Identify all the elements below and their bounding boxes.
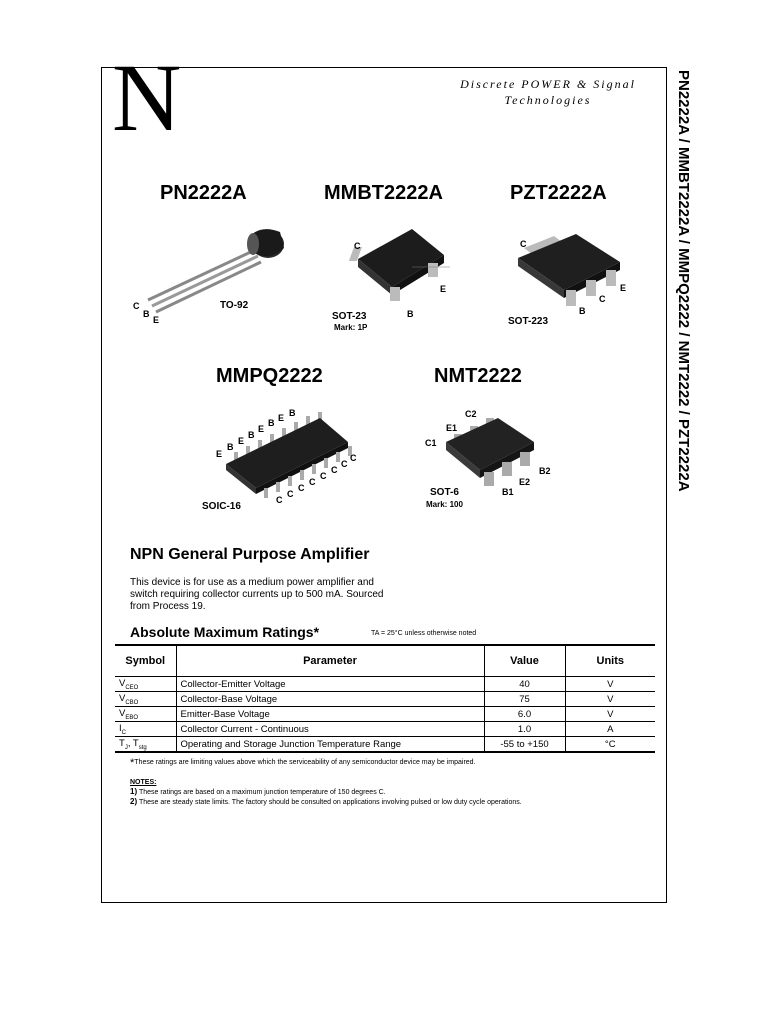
nmt2222-pin-b2: B2 [539, 466, 551, 476]
parameter-cell: Collector-Base Voltage [176, 692, 484, 707]
units-cell: °C [565, 737, 655, 753]
pzt2222a-package: SOT-223 [508, 316, 549, 327]
tagline-line-2: Technologies [504, 93, 592, 107]
nmt2222-pin-c2: C2 [465, 409, 477, 419]
nmt2222-pin-e1: E1 [446, 423, 458, 433]
pzt2222a-pin-c: C [599, 294, 606, 304]
nmt2222-package: SOT-6 [430, 487, 459, 498]
parameter-cell: Emitter-Base Voltage [176, 707, 484, 722]
mmpq2222-pin: C [350, 453, 357, 463]
mmpq2222-pin: B [289, 408, 296, 418]
symbol-cell: $V_{EBO}$ [115, 707, 176, 722]
header-value: Value [484, 645, 565, 677]
value-cell: 1.0 [484, 722, 565, 737]
footnote-text: These ratings are limiting values above which the serviceability of any semiconductor device may be impaired. [134, 759, 476, 766]
parameter-cell: Operating and Storage Junction Temperature Range [176, 737, 484, 753]
mmpq2222-pin: E [258, 424, 265, 434]
tagline-line-1: Discrete POWER & Signal [460, 77, 636, 91]
mmpq2222-pin: C [341, 459, 348, 469]
note-item: 1) These ratings are based on a maximum junction temperature of 150 degrees C. [130, 787, 386, 796]
mmpq2222-pin: B [227, 442, 234, 452]
header-symbol: Symbol [115, 645, 176, 677]
mmbt2222a-pin-b: B [407, 309, 414, 319]
mmpq2222-pin: C [287, 489, 294, 499]
pn2222a-title: PN2222A [160, 182, 247, 204]
value-cell: -55 to +150 [484, 737, 565, 753]
pn2222a-package: TO-92 [220, 300, 249, 311]
ratings-note: TA = 25°C unless otherwise noted [371, 630, 477, 637]
nmt2222-pin-b1: B1 [502, 487, 514, 497]
value-cell: 40 [484, 677, 565, 692]
side-title: PN2222A / MMBT2222A / MMPQ2222 / NMT2222 / PZT2222A [675, 70, 692, 492]
mmpq2222-pin: C [309, 477, 316, 487]
header-parameter: Parameter [176, 645, 484, 677]
notes-title: NOTES: [130, 779, 157, 786]
symbol-cell: $V_{CEO}$ [115, 677, 176, 692]
mmpq2222-package: SOIC-16 [202, 501, 241, 512]
note-item: 2) These are steady state limits. The factory should be consulted on applications involving pulsed or low duty cycle operations. [130, 797, 522, 806]
mmpq2222-pin: E [238, 436, 245, 446]
mmpq2222-title: MMPQ2222 [216, 365, 323, 387]
mmpq2222-pin: C [331, 465, 338, 475]
soic16-package-image [224, 412, 364, 502]
pn2222a-pin-e: E [153, 315, 160, 325]
units-cell: A [565, 722, 655, 737]
notes [130, 778, 522, 807]
ratings-footnote [130, 757, 476, 769]
table-row [115, 722, 655, 737]
parameter-cell: Collector Current - Continuous [176, 722, 484, 737]
footnote-asterisk: * [130, 757, 135, 769]
mmbt2222a-pin-e: E [440, 284, 447, 294]
to92-package-image [140, 222, 290, 317]
sot23-package-image [352, 225, 452, 305]
header-units: Units [565, 645, 655, 677]
mmpq2222-pin: E [278, 413, 285, 423]
ratings-table [115, 644, 655, 753]
mmpq2222-pin: B [248, 430, 255, 440]
symbol-cell: $T_J$, $T_{stg}$ [115, 737, 176, 753]
mmpq2222-pin: C [298, 483, 305, 493]
mmpq2222-pin: E [216, 449, 223, 459]
mmbt2222a-package: SOT-23 [332, 311, 367, 322]
mmbt2222a-mark: Mark: 1P [334, 323, 368, 332]
symbol-cell: $V_{CBO}$ [115, 692, 176, 707]
pzt2222a-pin-e: E [620, 283, 627, 293]
pzt2222a-title: PZT2222A [510, 182, 607, 204]
pzt2222a-pin-b: B [579, 306, 586, 316]
mmpq2222-pin: C [320, 471, 327, 481]
value-cell: 75 [484, 692, 565, 707]
nmt2222-pin-e2: E2 [519, 477, 531, 487]
ratings-title: Absolute Maximum Ratings* [130, 624, 320, 640]
mmbt2222a-pin-c: C [354, 241, 361, 251]
mmbt2222a-title: MMBT2222A [324, 182, 443, 204]
table-row [115, 707, 655, 722]
value-cell: 6.0 [484, 707, 565, 722]
table-row [115, 737, 655, 753]
units-cell: V [565, 707, 655, 722]
mmpq2222-pin: B [268, 418, 275, 428]
section-title: NPN General Purpose Amplifier [130, 546, 370, 563]
symbol-cell: $I_C$ [115, 722, 176, 737]
mmpq2222-pin: C [276, 495, 283, 505]
units-cell: V [565, 692, 655, 707]
pn2222a-pin-b: B [143, 309, 150, 319]
national-logo: N [112, 44, 182, 151]
pn2222a-pin-c: C [133, 301, 140, 311]
parameter-cell: Collector-Emitter Voltage [176, 677, 484, 692]
nmt2222-mark: Mark: 100 [426, 500, 463, 509]
table-row [115, 692, 655, 707]
table-header-row [115, 645, 655, 677]
nmt2222-title: NMT2222 [434, 365, 522, 387]
nmt2222-pin-c1: C1 [425, 438, 437, 448]
tagline [440, 76, 656, 108]
units-cell: V [565, 677, 655, 692]
table-row [115, 677, 655, 692]
pzt2222a-pin-c-top: C [520, 239, 527, 249]
section-description: This device is for use as a medium power amplifier and switch requiring collector currents up to 500 mA. Sourced from Process 19. [130, 577, 384, 612]
sot223-package-image [514, 228, 634, 308]
